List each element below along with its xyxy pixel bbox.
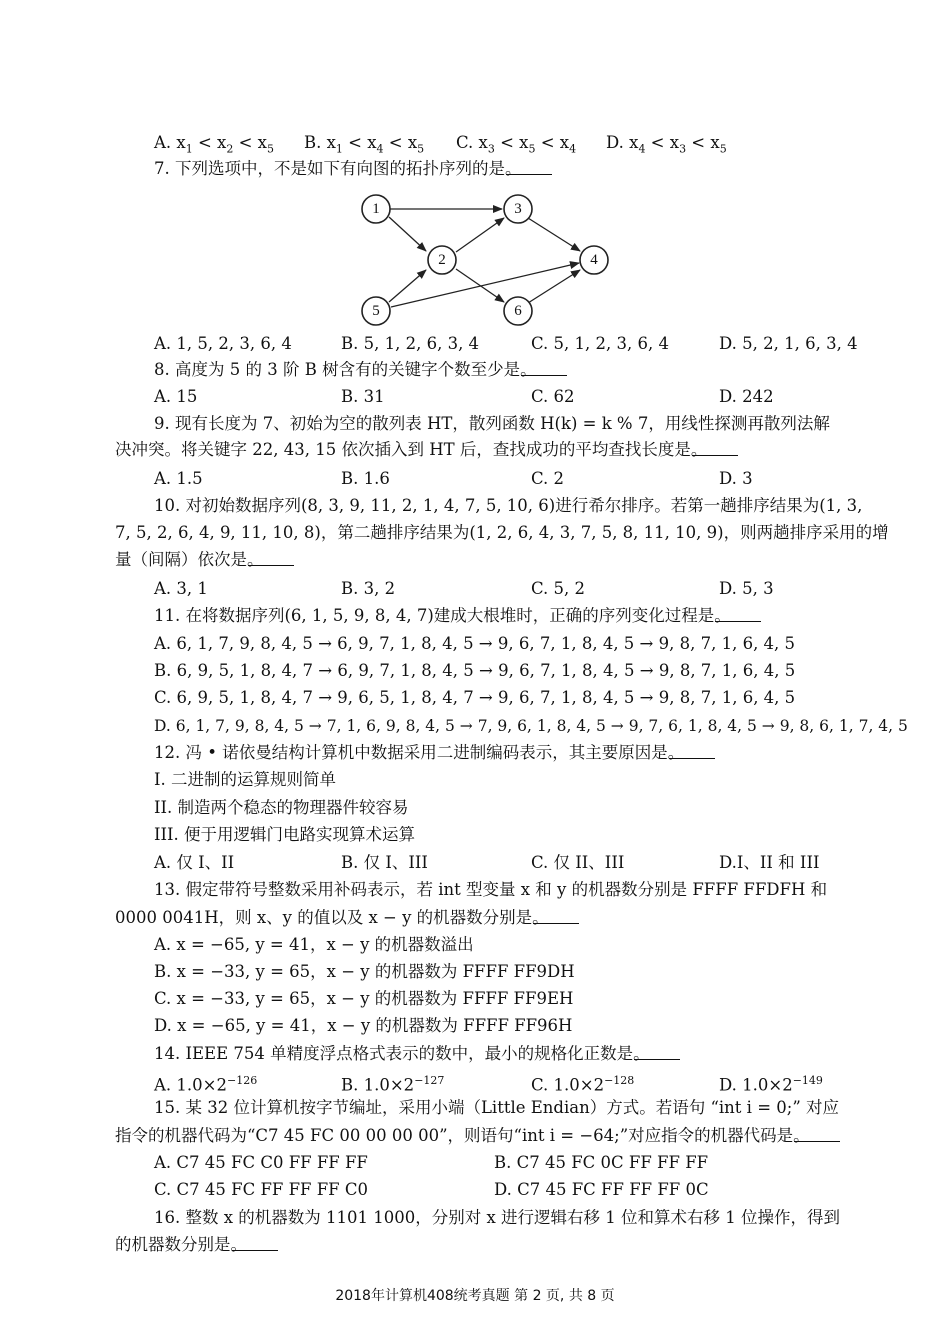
node-3-label: 3 bbox=[514, 201, 522, 217]
q12-item-iii: III. 便于用逻辑门电路实现算术运算 bbox=[154, 825, 416, 844]
q14-option-c: C. $1.0\times 2^{-128}$ bbox=[531, 1074, 635, 1095]
q6-options bbox=[0, 130, 950, 156]
edge-5-2 bbox=[389, 270, 426, 302]
q6-option-c: C. $x_3 < x_5 < x_4$ bbox=[456, 133, 577, 156]
q7-stem: 7. 下列选项中，不是如下有向图的拓扑序列的是 。 bbox=[0, 156, 950, 182]
q12-option-a: A. 仅 I、II bbox=[154, 853, 235, 872]
q7-option-b: B. 5, 1, 2, 6, 3, 4 bbox=[341, 334, 480, 353]
q8-stem: 8. 高度为 5 的 3 阶 B 树含有的关键字个数至少是 。 bbox=[0, 357, 950, 383]
q14-options bbox=[0, 1068, 950, 1094]
edge-2-6 bbox=[456, 269, 504, 302]
q16-line2: 的机器数分别是 。 bbox=[0, 1232, 950, 1258]
q12-stem: 12. 冯 • 诺依曼结构计算机中数据采用二进制编码表示，其主要原因是 。 bbox=[0, 740, 950, 766]
q8-option-a: A. 15 bbox=[154, 387, 198, 406]
q8-options bbox=[0, 384, 950, 410]
q9-options bbox=[0, 466, 950, 492]
q12-option-c: C. 仅 II、III bbox=[531, 853, 625, 872]
q12-item-ii: II. 制造两个稳态的物理器件较容易 bbox=[154, 798, 409, 817]
q6-option-d: D. $x_4 < x_3 < x_5$ bbox=[606, 133, 727, 156]
q9-option-c: C. 2 bbox=[531, 469, 565, 488]
q13-option-b: B. x = −33, y = 65，x − y 的机器数为 FFFF FF9DH bbox=[154, 962, 575, 981]
q12-options bbox=[0, 850, 950, 876]
q14-option-a: A. $1.0\times 2^{-126}$ bbox=[154, 1074, 258, 1095]
q8-option-b: B. 31 bbox=[341, 387, 385, 406]
q12-item-i: I. 二进制的运算规则简单 bbox=[154, 770, 337, 789]
q13-option-d: D. x = −65, y = 41，x − y 的机器数为 FFFF FF96H bbox=[154, 1016, 573, 1035]
q14-option-b: B. $1.0\times 2^{-127}$ bbox=[341, 1074, 445, 1095]
q9-line2: 决冲突。将关键字 22, 43, 15 依次插入到 HT 后，查找成功的平均查找长度是 。 bbox=[0, 437, 950, 463]
q10-line2: 7, 5, 2, 6, 4, 9, 11, 10, 8)，第二趟排序结果为(1, 2, 6, 4, 3, 7, 5, 8, 11, 10, 9)，则两趟排序采用的增 bbox=[115, 523, 889, 542]
q13-option-c: C. x = −33, y = 65，x − y 的机器数为 FFFF FF9EH bbox=[154, 989, 574, 1008]
page-footer: 2018年计算机408统考真题 第 2 页, 共 8 页 bbox=[335, 1288, 615, 1304]
q11-option-a: A. 6, 1, 7, 9, 8, 4, 5 → 6, 9, 7, 1, 8, 4, 5 → 9, 6, 7, 1, 8, 4, 5 → 9, 8, 7, 1, 6, 4, 5 bbox=[154, 634, 796, 653]
q12-option-b: B. 仅 I、III bbox=[341, 853, 428, 872]
q7-option-a: A. 1, 5, 2, 3, 6, 4 bbox=[154, 334, 292, 353]
edge-2-3 bbox=[456, 218, 504, 252]
q15-option-c: C. C7 45 FC FF FF FF C0 bbox=[154, 1180, 369, 1199]
q15-line2: 指令的机器代码为“C7 45 FC 00 00 00 00”，则语句“int i = −64;”对应指令的机器代码是 。 bbox=[0, 1123, 950, 1149]
node-4-label: 4 bbox=[590, 252, 598, 268]
q8-option-c: C. 62 bbox=[531, 387, 575, 406]
q15-option-a: A. C7 45 FC C0 FF FF FF bbox=[154, 1153, 368, 1172]
q14-option-d: D. $1.0\times 2^{-149}$ bbox=[719, 1074, 823, 1095]
q6-option-a: A. $x_1 < x_2 < x_5$ bbox=[154, 133, 274, 156]
edge-6-4 bbox=[528, 270, 580, 303]
q9-option-a: A. 1.5 bbox=[154, 469, 203, 488]
q10-option-a: A. 3, 1 bbox=[154, 579, 208, 598]
edge-3-4 bbox=[528, 218, 580, 251]
q9-option-b: B. 1.6 bbox=[341, 469, 390, 488]
q11-option-c: C. 6, 9, 5, 1, 8, 4, 7 → 9, 6, 5, 1, 8, 4, 7 → 9, 6, 7, 1, 8, 4, 5 → 9, 8, 7, 1, 6, 4, 5 bbox=[154, 688, 796, 707]
q13-line2: 0000 0041H，则 x、y 的值以及 x − y 的机器数分别是 。 bbox=[0, 905, 950, 931]
q10-line3: 量（间隔）依次是 。 bbox=[0, 547, 950, 573]
q10-option-c: C. 5, 2 bbox=[531, 579, 586, 598]
node-5-label: 5 bbox=[372, 303, 380, 319]
node-2-label: 2 bbox=[438, 252, 446, 268]
q14-stem: 14. IEEE 754 单精度浮点格式表示的数中，最小的规格化正数是 。 bbox=[0, 1041, 950, 1067]
q11-option-b: B. 6, 9, 5, 1, 8, 4, 7 → 6, 9, 7, 1, 8, 4, 5 → 9, 6, 7, 1, 8, 4, 5 → 9, 8, 7, 1, 6, 4, 5 bbox=[154, 661, 796, 680]
q11-stem: 11. 在将数据序列(6, 1, 5, 9, 8, 4, 7)建成大根堆时，正确的序列变化过程是 。 bbox=[0, 603, 950, 629]
q10-line1: 10. 对初始数据序列(8, 3, 9, 11, 2, 1, 4, 7, 5, 10, 6)进行希尔排序。若第一趟排序结果为(1, 3, bbox=[154, 496, 863, 515]
q15-options-cd bbox=[0, 1177, 950, 1203]
q15-line1: 15. 某 32 位计算机按字节编址，采用小端（Little Endian）方式。若语句 “int i = 0;” 对应 bbox=[154, 1098, 840, 1117]
edge-1-2 bbox=[389, 217, 426, 251]
q15-option-d: D. C7 45 FC FF FF FF 0C bbox=[494, 1180, 709, 1199]
q10-option-b: B. 3, 2 bbox=[341, 579, 396, 598]
q10-options bbox=[0, 576, 950, 602]
q7-options bbox=[0, 331, 950, 357]
q13-option-a: A. x = −65, y = 41，x − y 的机器数溢出 bbox=[154, 935, 474, 954]
q13-line1: 13. 假定带符号整数采用补码表示，若 int 型变量 x 和 y 的机器数分别是 FFFF FFDFH 和 bbox=[154, 880, 828, 899]
q11-option-d: D. 6, 1, 7, 9, 8, 4, 5 → 7, 1, 6, 9, 8, 4, 5 → 7, 9, 6, 1, 8, 4, 5 → 9, 7, 6, 1, 8, 4, 5 → 9, 8, 6, 1, 7, 4, 5 bbox=[154, 717, 908, 735]
q9-option-d: D. 3 bbox=[719, 469, 753, 488]
q15-option-b: B. C7 45 FC 0C FF FF FF bbox=[494, 1153, 709, 1172]
q8-option-d: D. 242 bbox=[719, 387, 774, 406]
q16-line1: 16. 整数 x 的机器数为 1101 1000，分别对 x 进行逻辑右移 1 位和算术右移 1 位操作，得到 bbox=[154, 1208, 841, 1227]
node-6-label: 6 bbox=[514, 303, 522, 319]
node-1-label: 1 bbox=[372, 201, 380, 217]
q15-options-ab bbox=[0, 1150, 950, 1176]
directed-graph bbox=[330, 177, 630, 327]
edge-5-4 bbox=[391, 263, 579, 307]
q7-option-c: C. 5, 1, 2, 3, 6, 4 bbox=[531, 334, 669, 353]
q10-option-d: D. 5, 3 bbox=[719, 579, 774, 598]
q6-option-b: B. $x_1 < x_4 < x_5$ bbox=[304, 133, 425, 156]
q12-option-d: D.I、II 和 III bbox=[719, 853, 820, 872]
q9-line1: 9. 现有长度为 7、初始为空的散列表 HT，散列函数 H(k) = k % 7，用线性探测再散列法解 bbox=[154, 414, 830, 433]
q7-option-d: D. 5, 2, 1, 6, 3, 4 bbox=[719, 334, 858, 353]
